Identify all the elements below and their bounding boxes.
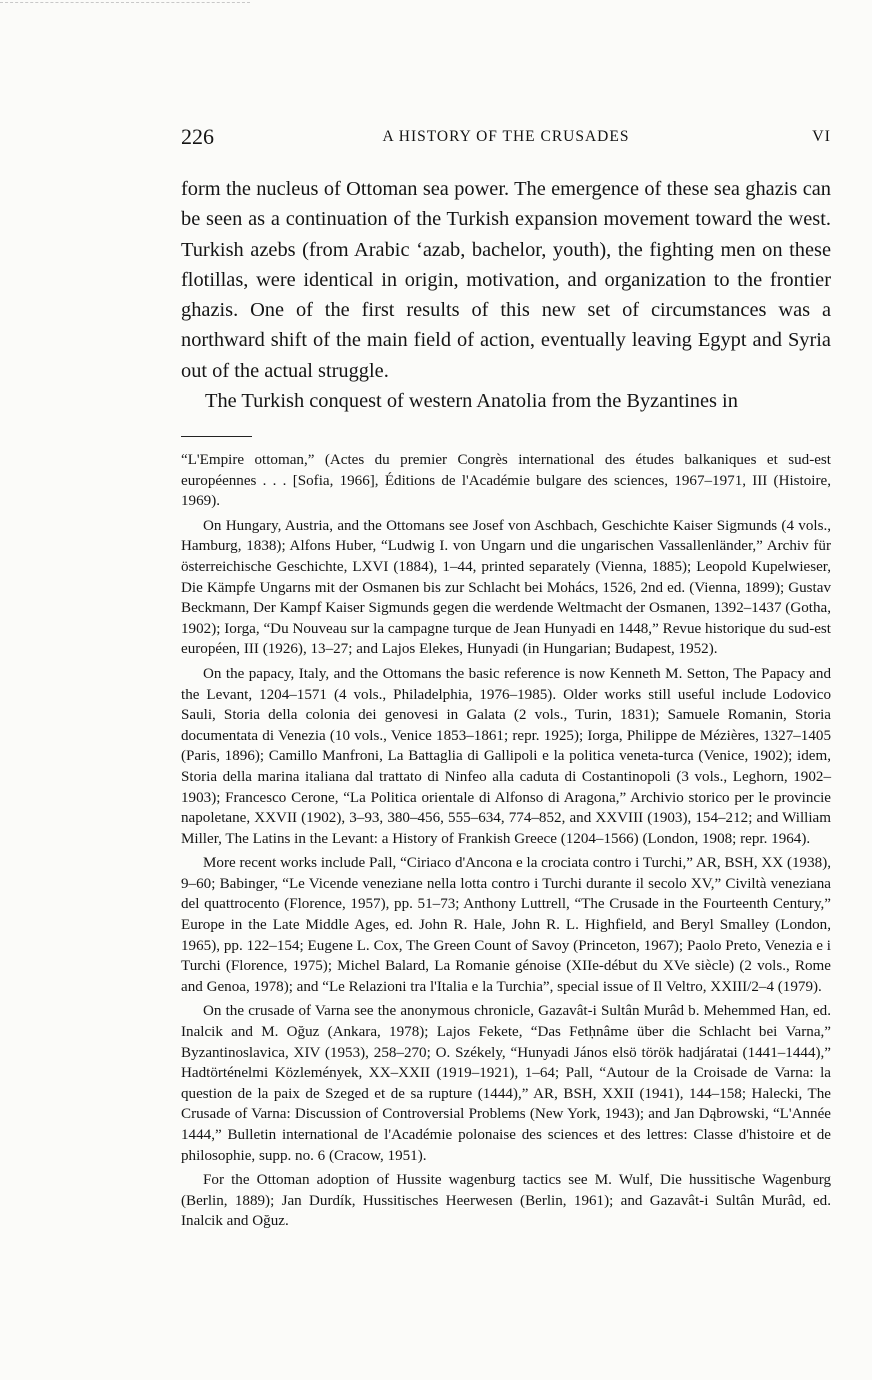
footnote-hungary: On Hungary, Austria, and the Ottomans see Josef von Aschbach, Geschichte Kaiser Sigmunds (4 vols., Hamburg, 1838); Alfons Huber, “Ludwig I. von Ungarn und die ungarischen Vassallenländer,” Archiv für österreichische Geschichte, LXVI (1884), 1–44, printed separately (Vienna, 1885); Leopold Kupelwieser, Die Kämpfe Ungarns mit der Osmanen bis zur Schlacht bei Mohács, 1526, 2nd ed. (Vienna, 1899); Gustav Beckmann, Der Kampf Kaiser Sigmunds gegen die werdende Weltmacht der Osmanen, 1392–1437 (Gotha, 1902); Iorga, “Du Nouveau sur la campagne turque de Jean Hunyadi en 1448,” Revue historique du sud-est européen, III (1926), 13–27; and Lajos Elekes, Hunyadi (in Hungarian; Budapest, 1952).: [181, 517, 831, 658]
footnotes: [181, 450, 831, 1236]
footnote-papacy: On the papacy, Italy, and the Ottomans the basic reference is now Kenneth M. Setton, The Papacy and the Levant, 1204–1571 (4 vols., Philadelphia, 1976–1985). Older works still useful include Lodovico Sauli, Storia della colonia dei genovesi in Galata (2 vols., Turin, 1831); Samuele Romanin, Storia documentata di Venezia (10 vols., Venice 1853–1861; repr. 1925); Iorga, Philippe de Mézières, 1327–1405 (Paris, 1896); Camillo Manfroni, La Battaglia di Gallipoli e la politica veneta-turca (Venice, 1902); idem, Storia della marina italiana dal trattato di Ninfeo alla caduta di Costantinopoli (3 vols., Leghorn, 1902–1903); Francesco Cerone, “La Politica orientale di Alfonso di Aragona,” Archivio storico per le provincie napoletane, XXVII (1902), 3–93, 380–456, 555–634, 774–852, and XXVIII (1903), 154–212; and William Miller, The Latins in the Levant: a History of Frankish Greece (1204–1566) (London, 1908; repr. 1964).: [181, 665, 831, 847]
footnote-continuation: “L'Empire ottoman,” (Actes du premier Congrès international des études balkaniques et sud-est européennes . . . [Sofia, 1966], Éditions de l'Académie bulgare des sciences, 1967–1971, III (Histoire, 1969).: [181, 452, 831, 510]
footnote-recent-works: More recent works include Pall, “Ciriaco d'Ancona e la crociata contro i Turchi,” AR, BSH, XX (1938), 9–60; Babinger, “Le Vicende veneziane nella lotta contro i Turchi durante il secolo XV,” Civiltà veneziana del quattrocento (Florence, 1957), pp. 51–73; Anthony Luttrell, “The Crusade in the Fourteenth Century,” Europe in the Late Middle Ages, ed. John R. Hale, John R. L. Highfield, and Beryl Smalley (London, 1965), pp. 122–154; Eugene L. Cox, The Green Count of Savoy (Princeton, 1967); Paolo Preto, Venezia e i Turchi (Florence, 1975); Michel Balard, La Romanie génoise (XIIe-début du XVe siècle) (2 vols., Rome and Genoa, 1978); and “Le Relazioni tra l'Italia e la Turchia”, special issue of Il Veltro, XXIII/2–4 (1979).: [181, 855, 831, 995]
scan-edge-mark: [0, 2, 250, 5]
running-title: A HISTORY OF THE CRUSADES: [382, 128, 630, 145]
body-paragraph-2: The Turkish conquest of western Anatolia from the Byzantines in: [205, 390, 738, 413]
footnote-wagenburg: For the Ottoman adoption of Hussite wagenburg tactics see M. Wulf, Die hussitische Wagenburg (Berlin, 1889); Jan Durdík, Hussitisches Heerwesen (Berlin, 1961); and Gazavât-i Sultân Murâd, ed. Inalcik and Oğuz.: [181, 1172, 831, 1230]
body-paragraph-1: form the nucleus of Ottoman sea power. The emergence of these sea ghazis can be seen as a continuation of the Turkish expansion movement toward the west. Turkish azebs (from Arabic ‘azab, bachelor, youth), the fighting men on these flotillas, were identical in origin, motivation, and organization to the frontier ghazis. One of the first results of this new set of circumstances was a northward shift of the main field of action, eventually leaving Egypt and Syria out of the actual struggle.: [181, 178, 831, 382]
page-number: 226: [181, 124, 214, 149]
chapter-number: VI: [812, 128, 831, 145]
footnote-rule: [181, 436, 252, 437]
main-text: [181, 174, 831, 416]
running-header: [181, 124, 831, 152]
footnote-varna: On the crusade of Varna see the anonymous chronicle, Gazavât-i Sultân Murâd b. Mehemmed Han, ed. Inalcik and M. Oğuz (Ankara, 1978); Lajos Fekete, “Das Fetḥnâme über die Schlacht bei Varna,” Byzantinoslavica, XIV (1953), 258–270; O. Székely, “Hunyadi János elsö török hadjáratai (1441–1444),” Hadtörténelmi Közlemények, XX–XXII (1919–1921), 1–64; Pall, “Autour de la Croisade de Varna: la question de la paix de Szeged et de sa rupture (1444),” AR, BSH, XXII (1941), 144–158; Halecki, The Crusade of Varna: Discussion of Controversial Problems (New York, 1943); and Jan Dąbrowski, “L'Année 1444,” Bulletin international de l'Académie polonaise des sciences et des lettres: Classe d'histoire et de philosophie, supp. no. 6 (Cracow, 1951).: [181, 1003, 831, 1164]
